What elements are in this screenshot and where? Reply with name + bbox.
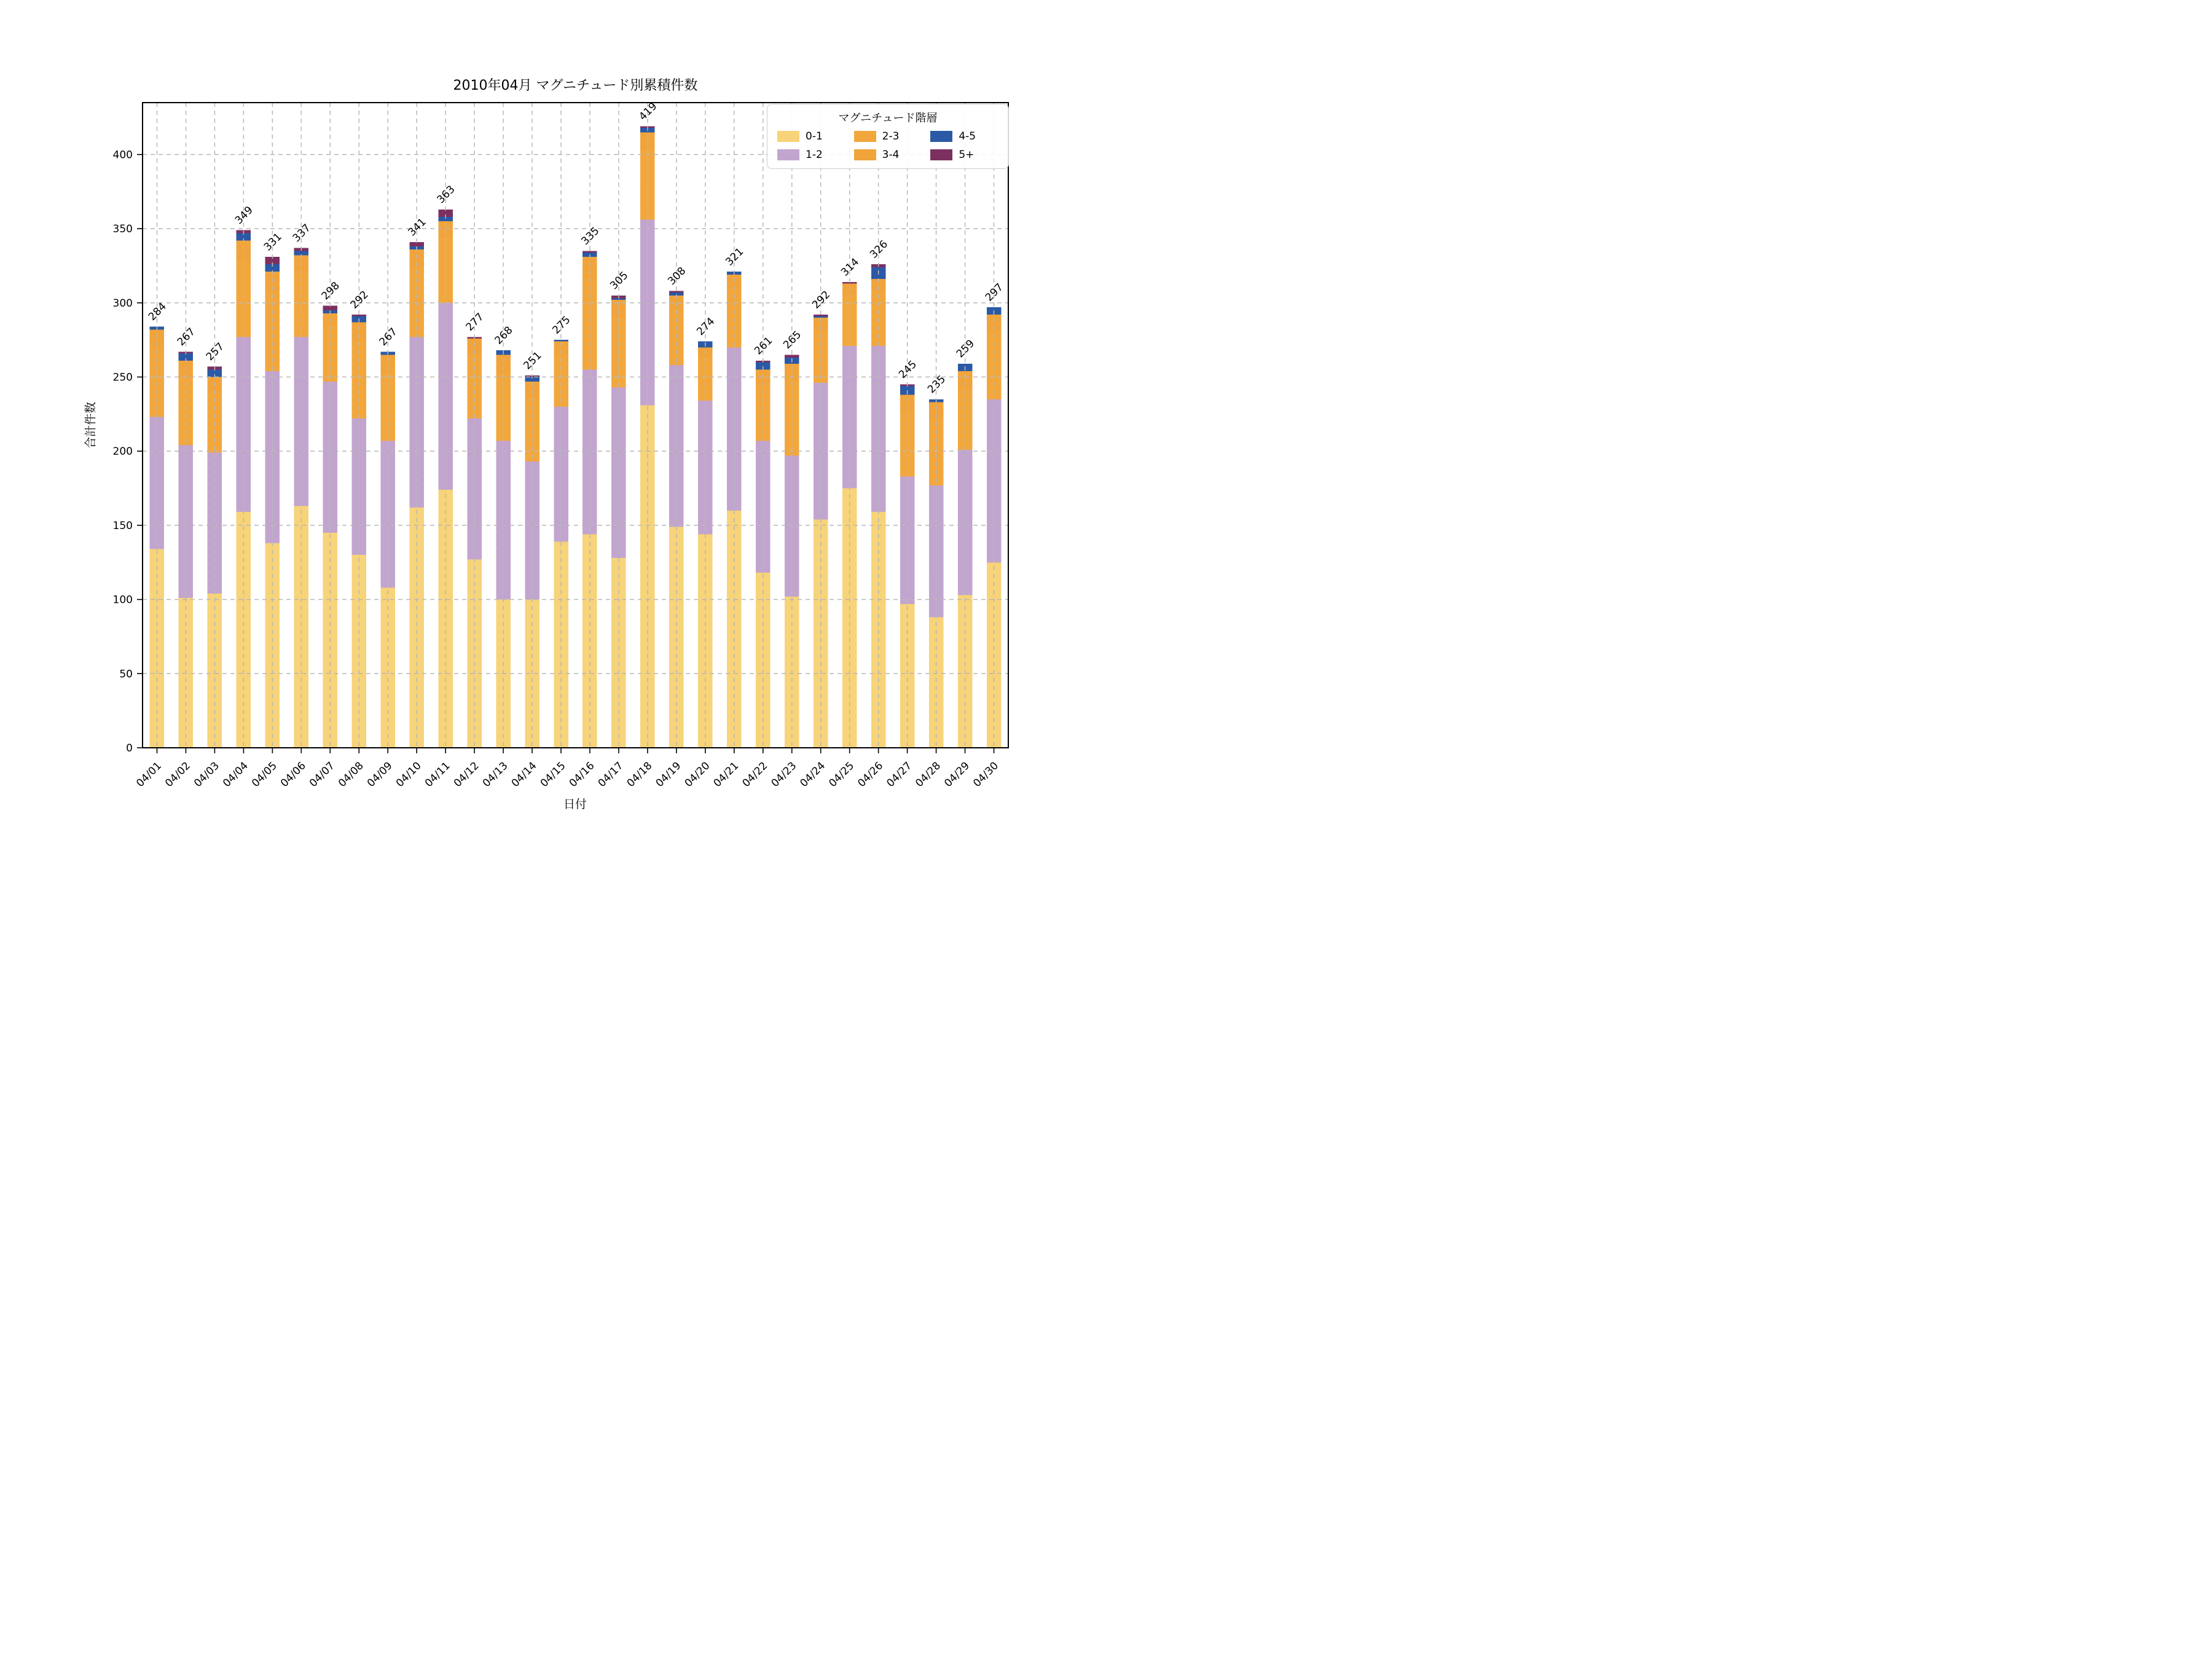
bar-segment-04/02-2-3 <box>179 378 193 445</box>
bar-segment-04/30-2-3 <box>987 331 1001 399</box>
bar-total-label: 284 <box>146 300 169 324</box>
y-tick-label: 200 <box>112 445 133 458</box>
bar-total-label: 257 <box>203 340 227 364</box>
x-tick-label: 04/04 <box>221 759 251 790</box>
legend-title: マグニチュード階層 <box>838 112 938 125</box>
legend <box>767 104 1009 169</box>
bar-total-label: 267 <box>377 325 400 349</box>
bar-segment-04/23-5+ <box>785 355 799 358</box>
x-tick-label: 04/25 <box>826 759 857 790</box>
bar-total-label: 265 <box>781 328 804 351</box>
bar-total-label: 314 <box>839 256 862 279</box>
bar-total-label: 275 <box>550 313 573 337</box>
y-tick-label: 50 <box>119 668 133 681</box>
bar-total-label: 259 <box>954 337 978 361</box>
legend-entries <box>777 130 998 161</box>
bar-total-label: 292 <box>348 288 371 312</box>
bar-total-label: 292 <box>810 288 833 312</box>
legend-item-3-4 <box>854 149 922 161</box>
legend-swatch-4-5 <box>930 131 952 142</box>
x-tick-label: 04/01 <box>134 759 165 790</box>
bar-segment-04/27-2-3 <box>900 411 914 476</box>
bar-total-label: 308 <box>665 264 689 288</box>
x-tick-label: 04/15 <box>538 759 568 790</box>
x-tick-label: 04/07 <box>307 759 337 790</box>
x-tick-label: 04/03 <box>192 759 222 790</box>
legend-item-1-2 <box>777 149 845 161</box>
bar-total-label: 337 <box>290 221 313 245</box>
bar-total-label: 261 <box>752 334 775 358</box>
legend-label: 1-2 <box>806 149 823 161</box>
x-tick-label: 04/17 <box>595 759 626 790</box>
y-tick-label: 0 <box>126 742 133 755</box>
bar-segment-04/16-5+ <box>582 251 597 252</box>
bar-segment-04/16-3-4 <box>582 257 597 279</box>
x-tick-label: 04/28 <box>913 759 944 790</box>
x-tick-label: 04/11 <box>422 759 453 790</box>
bar-segment-04/21-1-2 <box>727 347 741 511</box>
chart-title: 2010年04月 マグニチュード別累積件数 <box>453 78 698 93</box>
bar-total-label: 331 <box>261 230 284 254</box>
legend-label: 2-3 <box>882 130 900 143</box>
bar-segment-04/11-1-2 <box>438 303 452 490</box>
bar-segment-04/09-0-1 <box>380 587 394 748</box>
bar-total-label: 349 <box>232 204 256 227</box>
y-tick-label: 150 <box>112 519 133 532</box>
bar-total-label: 363 <box>434 183 458 206</box>
legend-label: 5+ <box>959 149 975 161</box>
x-tick-label: 04/10 <box>393 759 424 790</box>
x-tick-label: 04/06 <box>278 759 308 790</box>
bar-segment-04/28-2-3 <box>929 418 943 485</box>
x-tick-label: 04/21 <box>711 759 742 790</box>
x-tick-label: 04/24 <box>798 759 828 790</box>
x-tick-label: 04/23 <box>769 759 799 790</box>
legend-swatch-5+ <box>930 149 952 160</box>
bar-total-label: 274 <box>694 315 718 339</box>
bar-total-label: 245 <box>896 358 920 382</box>
legend-item-2-3 <box>854 130 922 143</box>
y-tick-label: 100 <box>112 594 133 606</box>
y-tick-label: 300 <box>112 297 133 310</box>
x-tick-label: 04/29 <box>942 759 973 790</box>
bar-segment-04/05-0-1 <box>265 543 280 748</box>
legend-label: 4-5 <box>959 130 976 143</box>
x-tick-label: 04/14 <box>509 759 539 790</box>
x-tick-label: 04/02 <box>163 759 193 790</box>
bar-total-label: 341 <box>406 216 429 239</box>
bar-total-label: 321 <box>723 245 747 269</box>
bar-segment-04/15-4-5 <box>554 340 568 341</box>
x-tick-label: 04/22 <box>740 759 771 790</box>
legend-swatch-1-2 <box>777 149 799 160</box>
x-axis-label: 日付 <box>563 798 587 811</box>
x-tick-label: 04/27 <box>884 759 915 790</box>
figure <box>0 0 1106 830</box>
legend-item-4-5 <box>930 130 998 143</box>
legend-swatch-0-1 <box>777 131 799 142</box>
x-tick-label: 04/16 <box>567 759 597 790</box>
legend-swatch-3-4 <box>854 149 876 160</box>
y-tick-label: 350 <box>112 223 133 236</box>
bar-total-label: 251 <box>521 349 544 372</box>
bar-segment-04/16-2-3 <box>582 279 597 369</box>
legend-item-5+ <box>930 149 998 161</box>
bar-total-label: 305 <box>608 269 631 292</box>
bar-total-label: 335 <box>579 224 602 248</box>
x-tick-label: 04/19 <box>653 759 684 790</box>
bar-segment-04/19-5+ <box>669 291 683 292</box>
y-tick-label: 400 <box>112 149 133 162</box>
legend-label: 3-4 <box>882 149 900 161</box>
x-tick-label: 04/05 <box>249 759 280 790</box>
bar-segment-04/08-5+ <box>352 315 366 316</box>
x-tick-label: 04/20 <box>682 759 713 790</box>
x-tick-label: 04/13 <box>480 759 511 790</box>
bar-total-label: 297 <box>982 281 1006 304</box>
bar-total-label: 267 <box>175 325 198 349</box>
legend-label: 0-1 <box>806 130 823 143</box>
bar-segment-04/24-5+ <box>814 315 828 316</box>
x-tick-label: 04/12 <box>451 759 482 790</box>
x-tick-label: 04/18 <box>624 759 655 790</box>
bar-total-label: 419 <box>637 100 660 124</box>
x-tick-label: 04/30 <box>971 759 1002 790</box>
bar-total-label: 298 <box>319 280 342 303</box>
y-tick-label: 250 <box>112 371 133 384</box>
legend-item-0-1 <box>777 130 845 143</box>
bar-segment-04/24-4-5 <box>814 316 828 318</box>
legend-swatch-2-3 <box>854 131 876 142</box>
y-axis-label: 合計件数 <box>84 401 98 449</box>
bar-total-label: 235 <box>925 373 949 396</box>
bar-total-label: 326 <box>868 238 891 261</box>
bar-total-label: 268 <box>492 324 516 347</box>
x-tick-label: 04/09 <box>364 759 395 790</box>
x-tick-label: 04/26 <box>855 759 886 790</box>
bar-segment-04/15-0-1 <box>554 541 568 748</box>
bar-total-label: 277 <box>463 310 487 334</box>
x-tick-label: 04/08 <box>335 759 366 790</box>
